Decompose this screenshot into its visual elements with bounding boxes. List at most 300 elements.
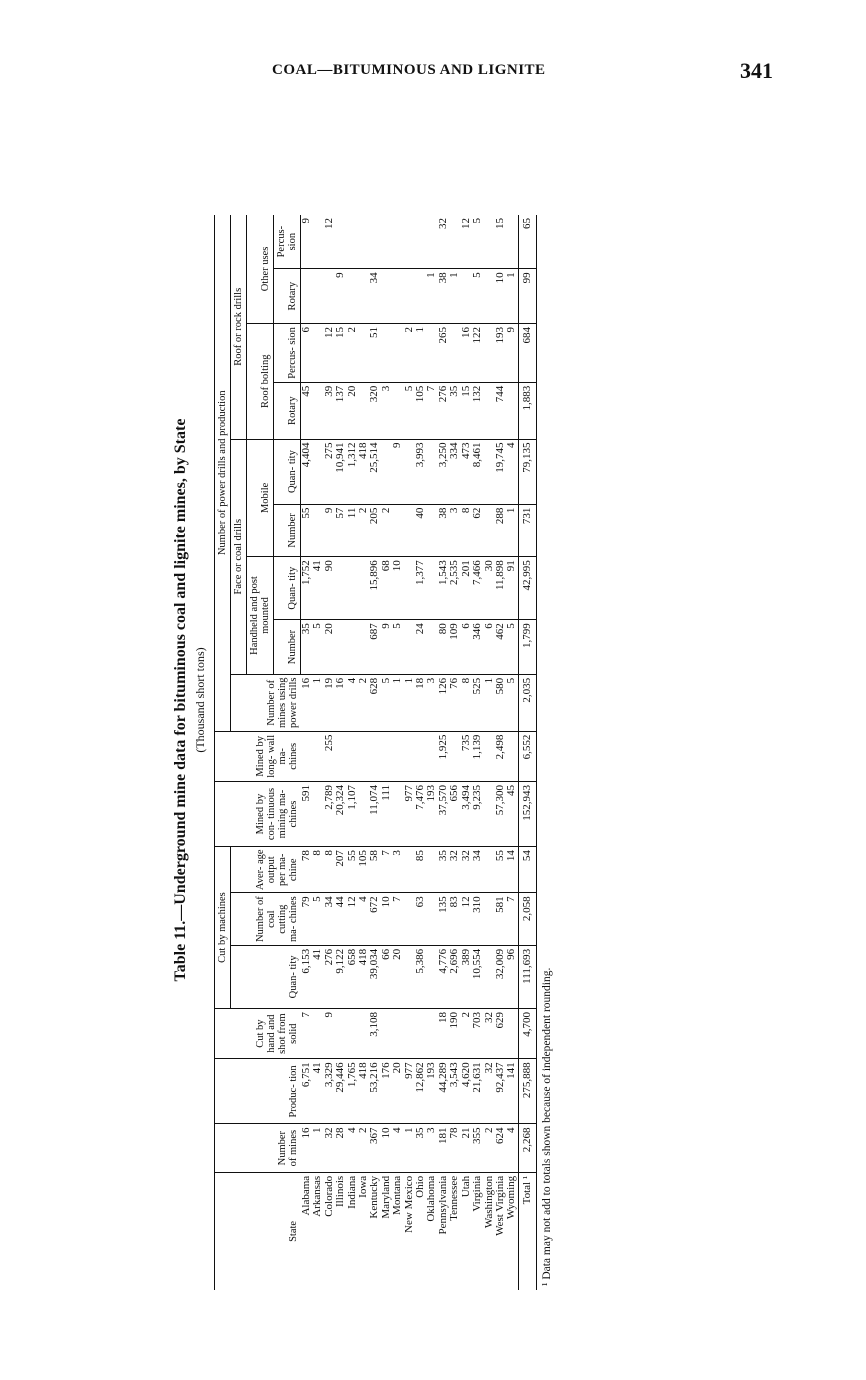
value-cell: 4: [506, 439, 518, 504]
value-cell: 275,888: [518, 1059, 536, 1124]
value-cell: 7: [381, 847, 392, 893]
value-cell: 2: [358, 1124, 369, 1172]
value-cell: 91: [506, 557, 518, 620]
col-handheld-quantity: Quan- tity: [274, 557, 301, 620]
value-cell: 3: [392, 847, 403, 893]
value-cell: [449, 731, 460, 781]
value-cell: 12: [324, 215, 335, 269]
value-cell: 41: [312, 557, 323, 620]
value-cell: 25,514: [369, 439, 380, 504]
value-cell: 20,324: [335, 782, 346, 847]
value-cell: 11: [347, 504, 358, 557]
value-cell: 57,300: [495, 782, 506, 847]
value-cell: [381, 215, 392, 269]
value-cell: 51: [369, 323, 380, 382]
state-cell: Oklahoma: [425, 1175, 438, 1222]
value-cell: 334: [449, 439, 460, 504]
value-cell: 1,543: [438, 557, 449, 620]
value-cell: 111: [381, 782, 392, 847]
value-cell: 389: [461, 945, 472, 1008]
value-cell: 66: [381, 945, 392, 1008]
value-cell: 10: [495, 269, 506, 324]
value-cell: 40: [415, 504, 426, 557]
value-cell: 32: [324, 1124, 335, 1172]
col-bolting-percussion: Percus- sion: [274, 323, 301, 382]
value-cell: 1: [484, 674, 495, 731]
value-cell: [415, 1008, 426, 1058]
state-cell: Alabama: [299, 1175, 312, 1216]
value-cell: 18: [415, 674, 426, 731]
value-cell: 44,289: [438, 1059, 449, 1124]
value-cell: 310: [472, 893, 483, 946]
value-cell: 16: [335, 674, 346, 731]
state-cell: Maryland: [379, 1175, 392, 1219]
value-cell: 5: [506, 674, 518, 731]
table-row: [335, 215, 346, 1290]
value-cell: 1,799: [518, 620, 536, 675]
value-cell: 346: [472, 620, 483, 675]
value-cell: [392, 782, 403, 847]
value-cell: 54: [518, 847, 536, 893]
value-cell: 3,543: [449, 1059, 460, 1124]
value-cell: 65: [518, 215, 536, 269]
value-cell: 19: [324, 674, 335, 731]
value-cell: 703: [472, 1008, 483, 1058]
value-cell: [381, 323, 392, 382]
value-cell: 9: [324, 504, 335, 557]
state-cell: Total ¹: [518, 1172, 536, 1290]
value-cell: 11,074: [369, 782, 380, 847]
value-cell: 5: [404, 382, 415, 439]
value-cell: 10: [381, 893, 392, 946]
value-cell: 2,696: [449, 945, 460, 1008]
value-cell: [301, 731, 313, 781]
value-cell: 656: [449, 782, 460, 847]
value-cell: 132: [472, 382, 483, 439]
value-cell: 193: [426, 782, 437, 847]
value-cell: 3,494: [461, 782, 472, 847]
value-cell: 672: [369, 893, 380, 946]
state-cell: New Mexico: [402, 1175, 415, 1233]
value-cell: 20: [324, 620, 335, 675]
value-cell: 205: [369, 504, 380, 557]
value-cell: 7: [426, 382, 437, 439]
value-cell: 355: [472, 1124, 483, 1172]
value-cell: 79: [301, 893, 313, 946]
value-cell: 57: [335, 504, 346, 557]
value-cell: 276: [438, 382, 449, 439]
value-cell: 977: [404, 782, 415, 847]
value-cell: 1,752: [301, 557, 313, 620]
value-cell: 3,993: [415, 439, 426, 504]
value-cell: 9: [324, 1008, 335, 1058]
value-cell: 35: [301, 620, 313, 675]
table-row: [506, 215, 518, 1290]
value-cell: 7,466: [472, 557, 483, 620]
table-row: [449, 215, 460, 1290]
value-cell: [449, 323, 460, 382]
value-cell: 11,898: [495, 557, 506, 620]
value-cell: 5,386: [415, 945, 426, 1008]
value-cell: 735: [461, 731, 472, 781]
value-cell: 8: [461, 504, 472, 557]
mine-data-table: [214, 215, 537, 1290]
value-cell: 629: [495, 1008, 506, 1058]
value-cell: 19,745: [495, 439, 506, 504]
col-state: State: [215, 1172, 301, 1290]
value-cell: 6,751: [301, 1059, 313, 1124]
value-cell: [347, 1008, 358, 1058]
value-cell: [369, 731, 380, 781]
table-row: [472, 215, 483, 1290]
col-production: Produc- tion: [215, 1059, 301, 1124]
value-cell: 2: [404, 323, 415, 382]
value-cell: 176: [381, 1059, 392, 1124]
col-avg-output: Aver- age output per ma- chine: [231, 847, 301, 893]
value-cell: 5: [472, 215, 483, 269]
value-cell: 462: [495, 620, 506, 675]
rotated-table-block: [170, 110, 640, 1290]
value-cell: 32: [461, 847, 472, 893]
value-cell: [506, 731, 518, 781]
value-cell: 1: [312, 1124, 323, 1172]
group-handheld: Handheld and post mounted: [247, 557, 274, 675]
group-face-drills: Face or coal drills: [231, 439, 247, 674]
value-cell: 9: [335, 269, 346, 324]
value-cell: 1: [426, 269, 437, 324]
value-cell: 2: [461, 1008, 472, 1058]
value-cell: 105: [415, 382, 426, 439]
running-head: COAL—BITUMINOUS AND LIGNITE: [272, 62, 546, 78]
value-cell: 35: [438, 847, 449, 893]
value-cell: [506, 215, 518, 269]
value-cell: 109: [449, 620, 460, 675]
state-cell: Ohio: [414, 1175, 427, 1198]
state-cell: Indiana: [345, 1175, 358, 1209]
value-cell: [392, 382, 403, 439]
value-cell: 55: [495, 847, 506, 893]
value-cell: [301, 269, 313, 324]
value-cell: 135: [438, 893, 449, 946]
value-cell: 15: [495, 215, 506, 269]
value-cell: [335, 620, 346, 675]
state-cell: Illinois: [334, 1175, 347, 1207]
value-cell: 99: [518, 269, 536, 324]
value-cell: [404, 269, 415, 324]
value-cell: [392, 269, 403, 324]
value-cell: 68: [381, 557, 392, 620]
value-cell: [392, 731, 403, 781]
value-cell: 12,862: [415, 1059, 426, 1124]
state-cell: Colorado: [322, 1175, 335, 1217]
value-cell: 2: [358, 504, 369, 557]
value-cell: 7: [506, 893, 518, 946]
value-cell: 2: [347, 323, 358, 382]
value-cell: [415, 215, 426, 269]
value-cell: 126: [438, 674, 449, 731]
value-cell: 977: [404, 1059, 415, 1124]
value-cell: 4,620: [461, 1059, 472, 1124]
total-row: [518, 215, 536, 1290]
group-mobile: Mobile: [247, 439, 274, 557]
value-cell: 9,235: [472, 782, 483, 847]
value-cell: 3,329: [324, 1059, 335, 1124]
value-cell: [449, 215, 460, 269]
value-cell: 687: [369, 620, 380, 675]
col-num-cutting: Number of coal cutting ma- chines: [231, 893, 301, 946]
value-cell: 3: [449, 504, 460, 557]
value-cell: 2,498: [495, 731, 506, 781]
value-cell: 38: [438, 269, 449, 324]
value-cell: 38: [438, 504, 449, 557]
value-cell: 1,925: [438, 731, 449, 781]
value-cell: 255: [324, 731, 335, 781]
value-cell: 2,535: [449, 557, 460, 620]
value-cell: 20: [392, 945, 403, 1008]
value-cell: 525: [472, 674, 483, 731]
value-cell: 8,461: [472, 439, 483, 504]
value-cell: [404, 215, 415, 269]
table-title: Table 11.—Underground mine data for bituminous coal and lignite mines, by State: [172, 418, 189, 982]
value-cell: 15: [461, 382, 472, 439]
col-longwall: Mined by long- wall ma- chines: [215, 731, 301, 781]
value-cell: 29,446: [335, 1059, 346, 1124]
value-cell: 418: [358, 945, 369, 1008]
value-cell: 12: [347, 893, 358, 946]
value-cell: [506, 1008, 518, 1058]
value-cell: 4: [358, 893, 369, 946]
state-cell: Wyoming: [505, 1175, 518, 1220]
state-cell: Iowa: [357, 1175, 370, 1198]
value-cell: 5: [506, 620, 518, 675]
value-cell: 6: [484, 620, 495, 675]
value-cell: 1: [312, 674, 323, 731]
value-cell: 3: [426, 674, 437, 731]
value-cell: 4,700: [518, 1008, 536, 1058]
col-bolting-rotary: Rotary: [274, 382, 301, 439]
group-power-drills: Number of power drills and production: [215, 215, 231, 731]
value-cell: 32: [484, 1008, 495, 1058]
value-cell: 580: [495, 674, 506, 731]
state-cell: Tennessee: [448, 1175, 461, 1221]
value-cell: 418: [358, 1059, 369, 1124]
col-mobile-number: Number: [274, 504, 301, 557]
value-cell: 16: [461, 323, 472, 382]
table-row: [392, 215, 403, 1290]
value-cell: [335, 1008, 346, 1058]
state-cell: Utah: [459, 1175, 472, 1198]
value-cell: 275: [324, 439, 335, 504]
value-cell: 18: [438, 1008, 449, 1058]
value-cell: 181: [438, 1124, 449, 1172]
value-cell: 5: [472, 269, 483, 324]
value-cell: 4: [347, 1124, 358, 1172]
value-cell: 45: [506, 782, 518, 847]
value-cell: 9: [301, 215, 313, 269]
value-cell: 6,153: [301, 945, 313, 1008]
col-quantity: Quan- tity: [231, 945, 301, 1008]
col-mines-power: Number of mines using power drills: [231, 674, 301, 731]
value-cell: [381, 731, 392, 781]
table-subtitle: (Thousand short tons): [193, 647, 207, 753]
value-cell: 90: [324, 557, 335, 620]
state-cell: Pennsylvania: [436, 1175, 449, 1235]
value-cell: 9: [506, 323, 518, 382]
value-cell: [392, 504, 403, 557]
value-cell: 207: [335, 847, 346, 893]
value-cell: 35: [449, 382, 460, 439]
value-cell: 20: [392, 1059, 403, 1124]
value-cell: 39,034: [369, 945, 380, 1008]
value-cell: 141: [506, 1059, 518, 1124]
value-cell: 4: [392, 1124, 403, 1172]
value-cell: [381, 1008, 392, 1058]
value-cell: 2: [484, 1124, 495, 1172]
value-cell: 83: [449, 893, 460, 946]
col-num-mines: Number of mines: [215, 1124, 301, 1172]
value-cell: 1: [449, 269, 460, 324]
value-cell: 111,693: [518, 945, 536, 1008]
value-cell: 5: [312, 893, 323, 946]
value-cell: 21,631: [472, 1059, 483, 1124]
value-cell: 6: [461, 620, 472, 675]
value-cell: 10,941: [335, 439, 346, 504]
value-cell: [347, 557, 358, 620]
value-cell: 45: [301, 382, 313, 439]
value-cell: 367: [369, 1124, 380, 1172]
value-cell: 137: [335, 382, 346, 439]
value-cell: 684: [518, 323, 536, 382]
value-cell: 152,943: [518, 782, 536, 847]
value-cell: 1: [392, 674, 403, 731]
page-number: 341: [740, 58, 773, 83]
value-cell: [335, 215, 346, 269]
value-cell: 122: [472, 323, 483, 382]
value-cell: 42,995: [518, 557, 536, 620]
value-cell: 3: [426, 1124, 437, 1172]
value-cell: 34: [324, 893, 335, 946]
value-cell: 41: [312, 945, 323, 1008]
value-cell: 288: [495, 504, 506, 557]
value-cell: 193: [426, 1059, 437, 1124]
value-cell: 10,554: [472, 945, 483, 1008]
value-cell: 2,035: [518, 674, 536, 731]
value-cell: 581: [495, 893, 506, 946]
value-cell: 9,122: [335, 945, 346, 1008]
value-cell: [381, 269, 392, 324]
value-cell: 8: [324, 847, 335, 893]
value-cell: 8: [312, 847, 323, 893]
value-cell: 58: [369, 847, 380, 893]
value-cell: 8: [461, 674, 472, 731]
state-cell: Virginia: [471, 1175, 484, 1212]
value-cell: 9: [381, 620, 392, 675]
value-cell: 5: [381, 674, 392, 731]
value-cell: 1,139: [472, 731, 483, 781]
value-cell: [347, 215, 358, 269]
value-cell: 2: [381, 504, 392, 557]
value-cell: 55: [347, 847, 358, 893]
value-cell: 265: [438, 323, 449, 382]
value-cell: 1: [415, 323, 426, 382]
value-cell: 3,250: [438, 439, 449, 504]
value-cell: 1,312: [347, 439, 358, 504]
value-cell: 320: [369, 382, 380, 439]
col-mobile-quantity: Quan- tity: [274, 439, 301, 504]
value-cell: [506, 382, 518, 439]
value-cell: 744: [495, 382, 506, 439]
value-cell: 35: [415, 1124, 426, 1172]
value-cell: [347, 269, 358, 324]
value-cell: 34: [472, 847, 483, 893]
value-cell: 105: [358, 847, 369, 893]
value-cell: 2,058: [518, 893, 536, 946]
value-cell: 2,789: [324, 782, 335, 847]
value-cell: 32,009: [495, 945, 506, 1008]
value-cell: 1: [404, 1124, 415, 1172]
value-cell: 4: [347, 674, 358, 731]
table-body: [301, 215, 537, 1290]
state-cell: West Virginia: [493, 1175, 506, 1236]
value-cell: 96: [506, 945, 518, 1008]
value-cell: 16: [301, 1124, 313, 1172]
value-cell: 624: [495, 1124, 506, 1172]
value-cell: [415, 731, 426, 781]
value-cell: [392, 323, 403, 382]
value-cell: [369, 215, 380, 269]
value-cell: 3: [381, 382, 392, 439]
value-cell: 78: [449, 1124, 460, 1172]
value-cell: [404, 731, 415, 781]
value-cell: 16: [301, 674, 313, 731]
col-handheld-number: Number: [274, 620, 301, 675]
value-cell: 6,552: [518, 731, 536, 781]
value-cell: 276: [324, 945, 335, 1008]
value-cell: [335, 557, 346, 620]
footnote: ¹ Data may not add to totals shown because of independent rounding.: [541, 967, 554, 1286]
value-cell: 92,437: [495, 1059, 506, 1124]
value-cell: 28: [335, 1124, 346, 1172]
value-cell: 15,896: [369, 557, 380, 620]
value-cell: 628: [369, 674, 380, 731]
value-cell: 7,476: [415, 782, 426, 847]
state-cell: Washington: [482, 1175, 495, 1229]
value-cell: 20: [347, 382, 358, 439]
value-cell: 32: [449, 847, 460, 893]
value-cell: [358, 215, 369, 269]
value-cell: 62: [472, 504, 483, 557]
value-cell: [347, 620, 358, 675]
value-cell: 4: [506, 1124, 518, 1172]
group-roof-drills: Roof or rock drills: [231, 215, 247, 439]
value-cell: 80: [438, 620, 449, 675]
group-roof-bolting: Roof bolting: [247, 323, 274, 439]
value-cell: 201: [461, 557, 472, 620]
value-cell: 7: [301, 1008, 313, 1058]
value-cell: [381, 439, 392, 504]
value-cell: 418: [358, 439, 369, 504]
value-cell: 1,765: [347, 1059, 358, 1124]
col-other-percussion: Percus- sion: [274, 215, 301, 269]
value-cell: 6: [301, 323, 313, 382]
value-cell: 2: [358, 674, 369, 731]
group-other-uses: Other uses: [247, 215, 274, 323]
value-cell: 12: [461, 893, 472, 946]
value-cell: 193: [495, 323, 506, 382]
value-cell: [358, 731, 369, 781]
value-cell: [404, 1008, 415, 1058]
value-cell: 658: [347, 945, 358, 1008]
